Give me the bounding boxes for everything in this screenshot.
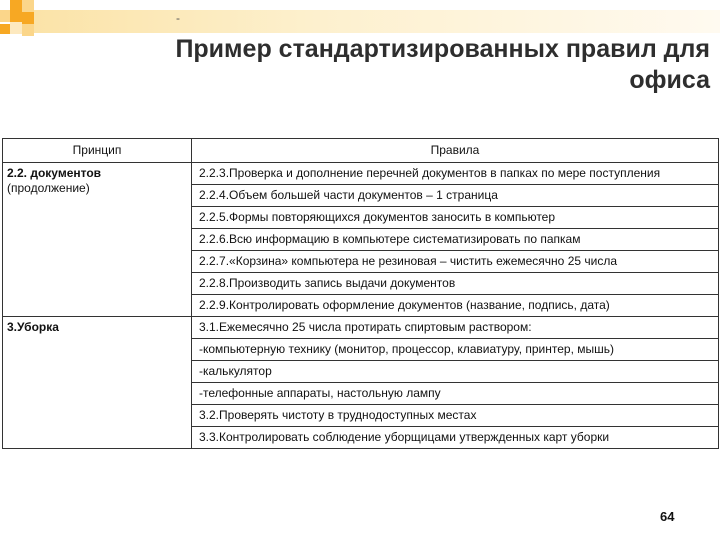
table-row: [3, 317, 719, 339]
principle-title: 2.2. документов: [7, 166, 102, 180]
header-rules: Правила: [192, 139, 719, 163]
rule-cell: 2.2.5.Формы повторяющихся документов заносить в компьютер: [192, 207, 719, 229]
header-principle: Принцип: [3, 139, 192, 163]
rule-cell: -калькулятор: [192, 361, 719, 383]
rules-table: [2, 138, 719, 449]
table-row: [3, 163, 719, 185]
rule-cell: 2.2.3.Проверка и дополнение перечней документов в папках по мере поступления: [192, 163, 719, 185]
rule-cell: 2.2.6.Всю информацию в компьютере систематизировать по папкам: [192, 229, 719, 251]
principle-cell: [3, 317, 192, 449]
page-number: 64: [660, 509, 675, 524]
rule-cell: 2.2.9.Контролировать оформление документов (название, подпись, дата): [192, 295, 719, 317]
header-mark: -: [176, 11, 180, 25]
rule-cell: 3.2.Проверять чистоту в труднодоступных местах: [192, 405, 719, 427]
page-title: Пример стандартизированных правил для офиса: [175, 35, 710, 94]
rule-cell: -компьютерную технику (монитор, процессор, клавиатуру, принтер, мышь): [192, 339, 719, 361]
header-gradient-bar: [34, 10, 720, 33]
rule-cell: 3.3.Контролировать соблюдение уборщицами утвержденных карт уборки: [192, 427, 719, 449]
rule-cell: 3.1.Ежемесячно 25 числа протирать спиртовым раствором:: [192, 317, 719, 339]
principle-title: 3.Уборка: [7, 320, 59, 334]
rule-cell: 2.2.7.«Корзина» компьютера не резиновая – чистить ежемесячно 25 числа: [192, 251, 719, 273]
rule-cell: 2.2.8.Производить запись выдачи документов: [192, 273, 719, 295]
principle-subtitle: (продолжение): [7, 181, 90, 195]
rule-cell: -телефонные аппараты, настольную лампу: [192, 383, 719, 405]
table-header-row: [3, 139, 719, 163]
principle-cell: [3, 163, 192, 317]
rule-cell: 2.2.4.Объем большей части документов – 1 страница: [192, 185, 719, 207]
